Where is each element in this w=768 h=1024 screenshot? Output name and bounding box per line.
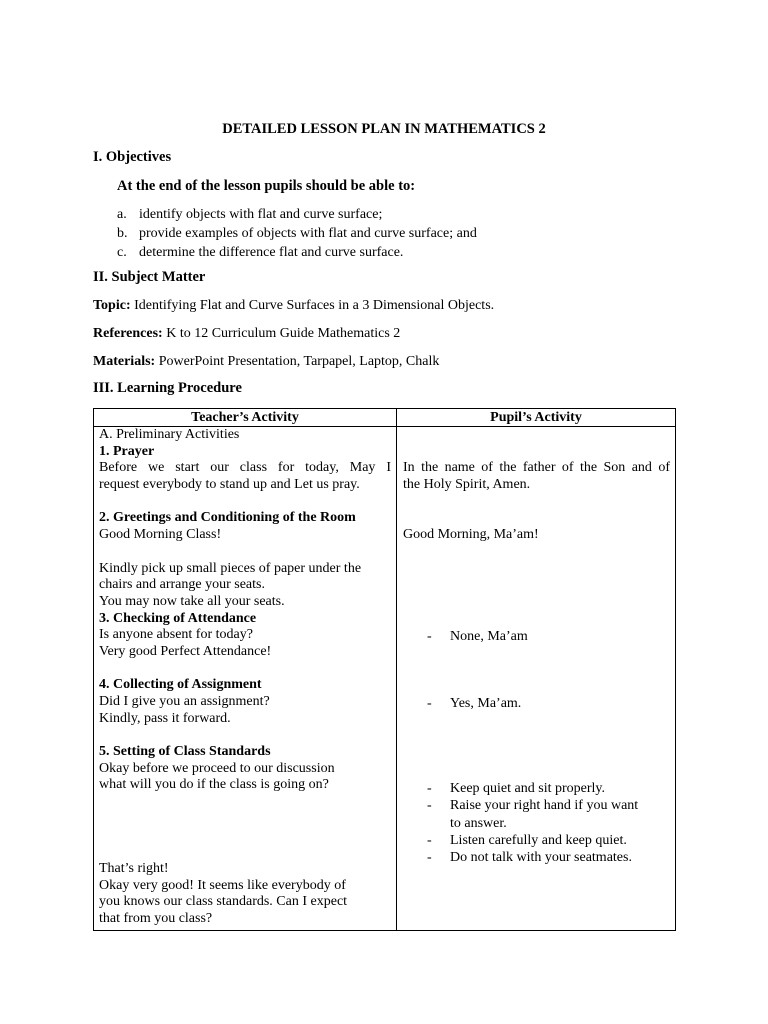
pupil-greeting-line: Good Morning, Ma’am! [403, 527, 539, 542]
standard-item: Do not talk with your seatmates. [450, 850, 632, 866]
conditioning-line: Kindly pick up small pieces of paper under the [99, 560, 362, 576]
objective-marker: b. [117, 226, 128, 241]
pupil-greeting-response [403, 527, 670, 544]
list-item: - Listen carefully and keep quiet. [427, 832, 627, 848]
objective-item [117, 205, 477, 224]
objective-item [117, 224, 477, 243]
document-title: DETAILED LESSON PLAN IN MATHEMATICS 2 [222, 121, 546, 137]
objective-marker: c. [117, 245, 127, 260]
list-item: - None, Ma’am [427, 629, 528, 644]
greetings-line: Good Morning Class! [99, 527, 222, 543]
procedure-heading: III. Learning Procedure [93, 380, 242, 396]
materials-label: Materials: [93, 354, 156, 369]
list-item: - Yes, Ma’am. [427, 696, 522, 711]
prayer-line: request everybody to stand up and Let us pray. [99, 477, 360, 493]
list-item: - Keep quiet and sit properly. [427, 781, 605, 796]
objective-text: determine the difference flat and curve surface. [139, 245, 404, 260]
topic-value: Identifying Flat and Curve Surfaces in a 3 Dimensional Objects. [130, 298, 495, 313]
attendance-heading: 3. Checking of Attendance [99, 610, 257, 626]
table-header-row [94, 409, 676, 427]
standards-heading: 5. Setting of Class Standards [99, 744, 271, 760]
objectives-heading: I. Objectives [93, 149, 172, 165]
objectives-list [117, 205, 477, 262]
attendance-line: Is anyone absent for today? [99, 627, 253, 643]
standard-item: Raise your right hand if you want to answer. [450, 798, 639, 831]
procedure-table [93, 408, 676, 931]
standard-item: Keep quiet and sit properly. [450, 781, 605, 796]
pupil-prayer-response [403, 460, 670, 493]
attendance-response: None, Ma’am [450, 629, 528, 644]
references-line [93, 325, 400, 342]
standards-line: Okay before we proceed to our discussion [99, 760, 335, 776]
teacher-column-header: Teacher’s Activity [94, 409, 397, 427]
assignment-response-list [427, 695, 521, 712]
assignment-line: Kindly, pass it forward. [99, 710, 231, 726]
attendance-response-list [427, 628, 528, 645]
topic-line [93, 297, 494, 314]
objective-marker: a. [117, 207, 127, 222]
pupil-activity-cell [397, 427, 676, 931]
prayer-heading: 1. Prayer [99, 443, 155, 459]
preliminary-activities: A. Preliminary Activities [99, 427, 240, 442]
assignment-line: Did I give you an assignment? [99, 694, 270, 709]
class-standards-list [427, 780, 652, 866]
list-item: - Do not talk with your seatmates. [427, 850, 632, 866]
closing-line: Okay very good! It seems like everybody of [99, 877, 346, 893]
pupil-prayer-line: the Holy Spirit, Amen. [403, 476, 531, 492]
assignment-response: Yes, Ma’am. [450, 696, 522, 711]
conditioning-line: You may now take all your seats. [99, 593, 285, 609]
closing-line: that from you class? [99, 910, 213, 926]
materials-line [93, 353, 439, 370]
pupil-column-header: Pupil’s Activity [397, 409, 676, 427]
list-item: - Raise your right hand if you want to answer. [427, 798, 639, 831]
subject-matter-heading: II. Subject Matter [93, 269, 206, 285]
standards-line: what will you do if the class is going on? [99, 777, 329, 793]
attendance-line: Very good Perfect Attendance! [99, 643, 272, 659]
teacher-activity-cell [94, 427, 397, 931]
references-label: References: [93, 326, 163, 341]
closing-line: That’s right! [99, 860, 169, 876]
objective-item [117, 243, 477, 262]
objective-text: provide examples of objects with flat and curve surface; and [139, 226, 477, 241]
prayer-line: Before we start our class for today, May I [99, 460, 391, 476]
closing-line: you knows our class standards. Can I expect [99, 894, 348, 910]
table-row [94, 427, 676, 931]
references-value: K to 12 Curriculum Guide Mathematics 2 [162, 326, 401, 341]
objective-text: identify objects with flat and curve surface; [139, 207, 383, 222]
standard-item: Listen carefully and keep quiet. [450, 832, 627, 848]
pupil-prayer-line: In the name of the father of the Son and of [403, 460, 670, 475]
objectives-intro: At the end of the lesson pupils should be able to: [117, 178, 416, 194]
greetings-heading: 2. Greetings and Conditioning of the Room [99, 510, 356, 526]
topic-label: Topic: [93, 298, 131, 313]
conditioning-line: chairs and arrange your seats. [99, 577, 265, 593]
assignment-heading: 4. Collecting of Assignment [99, 677, 262, 693]
materials-value: PowerPoint Presentation, Tarpapel, Laptop, Chalk [155, 354, 440, 369]
